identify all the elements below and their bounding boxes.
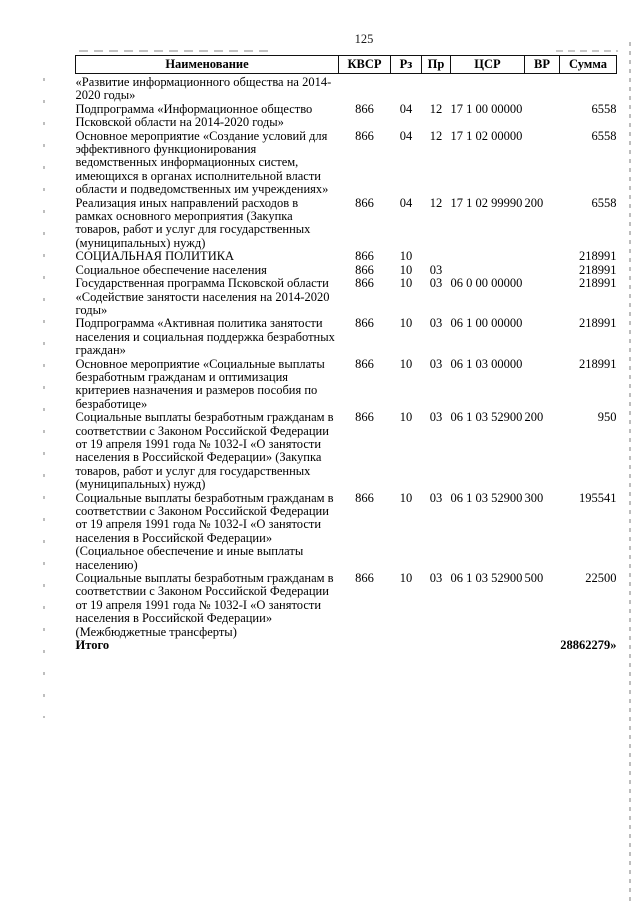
cell-pr: 03 [429,276,443,291]
column-header-pr: Пр [422,56,451,74]
table-row [76,277,617,317]
column-header-summa: Сумма [560,56,617,74]
cell-sum [560,74,617,103]
cell-rz: 10 [399,316,413,331]
cell-sum: 6558 [591,101,617,116]
table-row [76,317,617,357]
column-header-vr: ВР [525,56,560,74]
cell-pr: 03 [429,490,443,505]
cell-rz: 04 [399,101,413,116]
cell-name: «Развитие информационного общества на 2014-2020 годы» [75,75,332,103]
cell-kvsr [339,639,391,652]
cell-rz [391,639,422,652]
cell-name: Итого [75,638,110,653]
cell-name: Основное мероприятие «Создание условий для эффективного функционирования ведомственных информационных систем, имеющихся в органах исполнительной власти области и подведомственных им учреждениях» [75,128,329,197]
column-header-naimenovanie: Наименование [76,56,339,74]
cell-pr [422,250,451,263]
cell-kvsr: 866 [355,571,374,586]
cell-sum: 22500 [585,571,617,586]
cell-sum: 218991 [579,249,617,264]
cell-pr: 03 [429,356,443,371]
cell-csr: 06 0 00 00000 [450,276,523,291]
cell-sum: 6558 [591,195,617,210]
cell-csr: 06 1 03 52900 [450,490,523,505]
cell-sum: 218991 [579,356,617,371]
cell-rz: 10 [399,276,413,291]
table-row [76,572,617,639]
cell-csr: 06 1 03 00000 [450,356,523,371]
cell-vr [525,277,560,317]
cell-name: Социальные выплаты безработным гражданам в соответствии с Законом Российской Федерации от 19 апреля 1991 года № 1032-I «О занятости населения в Российской Федерации» (Закупка товаров, работ и услуг для государственных (муниципальных) нужд) [75,410,334,492]
scan-artifact-header-top [79,50,269,52]
cell-kvsr: 866 [355,276,374,291]
cell-kvsr: 866 [355,490,374,505]
cell-vr [525,130,560,197]
cell-kvsr: 866 [355,316,374,331]
cell-pr: 03 [429,410,443,425]
table-row [76,197,617,251]
cell-sum: 218991 [579,316,617,331]
cell-kvsr: 866 [355,195,374,210]
cell-csr: 06 1 03 52900 [450,571,523,586]
cell-name: Подпрограмма «Информационное общество Псковской области на 2014-2020 годы» [75,101,313,130]
cell-csr [451,639,525,652]
cell-pr: 12 [429,101,443,116]
cell-name: Подпрограмма «Активная политика занятости населения и социальная поддержка безработных граждан» [75,316,335,358]
table-row [76,411,617,491]
cell-pr [422,74,451,103]
cell-vr: 300 [524,490,544,505]
header-row [76,56,617,74]
cell-pr: 03 [429,571,443,586]
table-row [76,639,617,652]
cell-name: Реализация иных направлений расходов в рамках основного мероприятия (Закупка товаров, работ и услуг для государственных (муниципальных) нужд) [75,195,311,250]
cell-rz: 10 [399,356,413,371]
budget-table-header [76,56,617,74]
scan-artifact-left-margin [43,78,45,718]
cell-kvsr: 866 [355,262,374,277]
cell-sum: 218991 [579,262,617,277]
cell-vr [525,317,560,357]
cell-sum: 218991 [579,276,617,291]
cell-vr: 500 [524,571,544,586]
cell-csr [451,74,525,103]
cell-vr: 200 [524,195,544,210]
cell-csr: 17 1 02 99990 [450,195,523,210]
cell-sum: 950 [597,410,617,425]
cell-csr [451,264,525,277]
cell-rz: 10 [399,249,413,264]
cell-csr: 17 1 00 00000 [450,101,523,116]
cell-csr: 06 1 00 00000 [450,316,523,331]
cell-rz: 04 [399,128,413,143]
cell-name: СОЦИАЛЬНАЯ ПОЛИТИКА [75,249,235,264]
budget-table-body [76,74,617,653]
column-header-kvsr: КВСР [339,56,391,74]
cell-vr [525,264,560,277]
cell-vr [525,74,560,103]
cell-pr: 03 [429,262,443,277]
cell-pr: 03 [429,316,443,331]
cell-rz: 10 [399,262,413,277]
cell-kvsr: 866 [355,101,374,116]
cell-pr [422,639,451,652]
cell-vr [525,639,560,652]
scan-artifact-header-top-right [556,50,618,52]
cell-name: Социальное обеспечение населения [75,262,267,277]
cell-rz [391,74,422,103]
cell-name: Социальные выплаты безработным гражданам в соответствии с Законом Российской Федерации от 19 апреля 1991 года № 1032-I «О занятости населения в Российской Федерации» (Межбюджетные трансферты) [75,571,334,639]
cell-rz: 10 [399,410,413,425]
scan-artifact-right-margin [629,42,631,902]
cell-kvsr: 866 [355,128,374,143]
table-row [76,130,617,197]
cell-csr: 06 1 03 52900 [450,410,523,425]
column-header-csr: ЦСР [451,56,525,74]
cell-kvsr: 866 [355,356,374,371]
cell-name: Государственная программа Псковской области «Содействие занятости населения на 2014-2020 годы» [75,276,330,317]
cell-rz: 10 [399,490,413,505]
cell-name: Социальные выплаты безработным гражданам в соответствии с Законом Российской Федерации от 19 апреля 1991 года № 1032-I «О занятости населения в Российской Федерации» (Социальное обеспечение и иные выплаты населению) [75,490,334,572]
cell-name: Основное мероприятие «Социальные выплаты безработным гражданам и оптимизация критериев назначения и размеров пособия по безработице» [75,356,325,411]
cell-rz: 04 [399,195,413,210]
table-row [76,264,617,277]
cell-kvsr: 866 [355,410,374,425]
cell-vr: 200 [524,410,544,425]
cell-sum: 195541 [579,490,617,505]
page-number: 125 [354,32,374,46]
table-row [76,250,617,263]
cell-vr [525,358,560,412]
cell-rz: 10 [399,571,413,586]
cell-pr: 12 [429,195,443,210]
column-header-rz: Рз [391,56,422,74]
cell-csr: 17 1 02 00000 [450,128,523,143]
cell-csr [451,250,525,263]
table-row [76,492,617,572]
cell-pr: 12 [429,128,443,143]
cell-sum: 28862279» [560,638,617,653]
cell-sum: 6558 [591,128,617,143]
table-row [76,103,617,130]
cell-vr [525,250,560,263]
cell-vr [525,103,560,130]
table-row [76,358,617,412]
cell-kvsr [339,74,391,103]
table-row [76,74,617,103]
cell-kvsr: 866 [355,249,374,264]
budget-table [75,55,617,652]
